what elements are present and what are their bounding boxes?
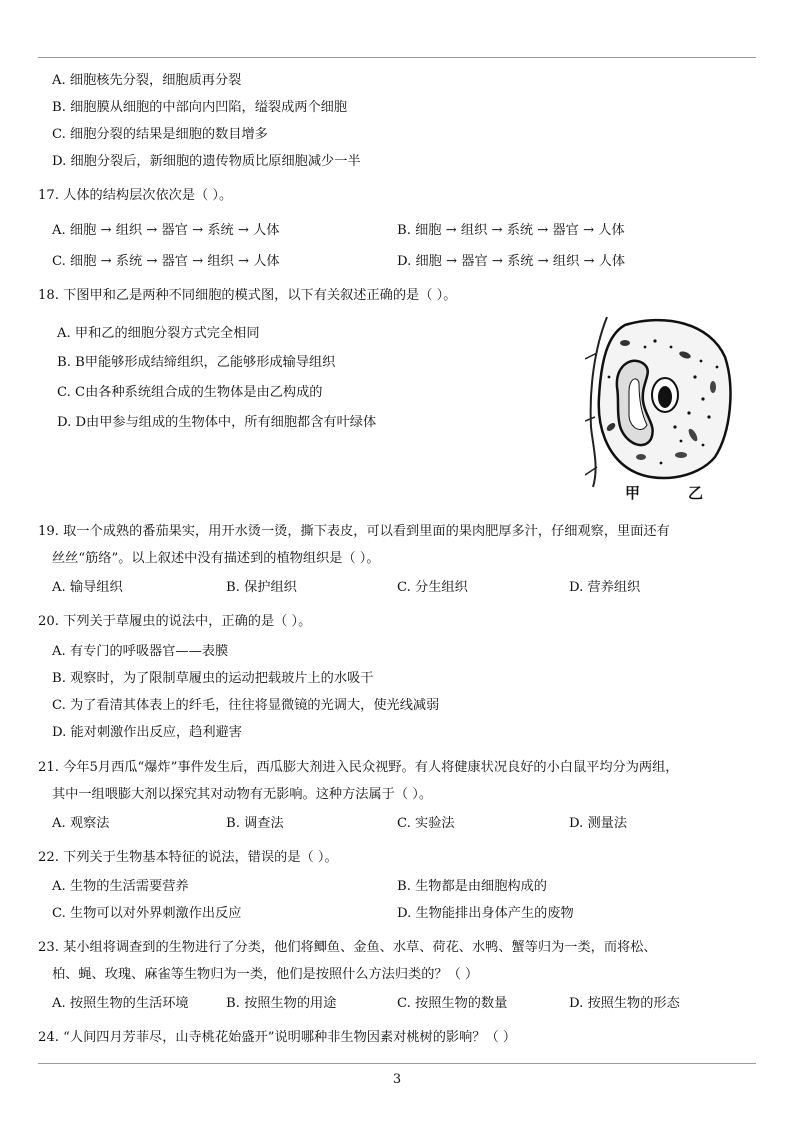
q21-option-b: B. 调查法 [226, 816, 284, 831]
q17-option-a: A. 细胞 → 组织 → 器官 → 系统 → 人体 [52, 223, 280, 238]
top-rule [38, 57, 756, 58]
q20-stem: 20. 下列关于草履虫的说法中，正确的是（ ）。 [38, 614, 312, 629]
q16-option-d: D. 细胞分裂后，新细胞的遗传物质比原细胞减少一半 [52, 154, 361, 169]
q23-stem-line2: 柏、蝇、玫瑰、麻雀等生物归为一类，他们是按照什么方法归类的？（ ） [52, 967, 479, 982]
q22-option-a: A. 生物的生活需要营养 [52, 879, 189, 894]
q22-option-b: B. 生物都是由细胞构成的 [397, 879, 547, 894]
q19-stem-line1: 19. 取一个成熟的番茄果实，用开水烫一烫，撕下表皮，可以看到里面的果肉肥厚多汁，仔细观察，里面还有 [38, 524, 670, 539]
q19-option-c: C. 分生组织 [397, 580, 468, 595]
figure-label-jia: 甲 [625, 484, 641, 502]
q20-option-c: C. 为了看清其体表上的纤毛，往往将显微镜的光调大，使光线减弱 [52, 698, 440, 713]
q21-stem-line1: 21. 今年5月西瓜“爆炸”事件发生后，西瓜膨大剂进入民众视野。有人将健康状况良好的小白鼠平均分为两组， [38, 760, 679, 775]
q21-option-a: A. 观察法 [52, 816, 110, 831]
q16-option-c: C. 细胞分裂的结果是细胞的数目增多 [52, 127, 268, 142]
figure-label-yi: 乙 [688, 484, 704, 502]
q21-stem-line2: 其中一组喂膨大剂以探究其对动物有无影响。这种方法属于（ ）。 [52, 787, 433, 802]
q17-option-d: D. 细胞 → 器官 → 系统 → 组织 → 人体 [397, 254, 626, 269]
q18-option-a: A. 甲和乙的细胞分裂方式完全相同 [57, 326, 260, 341]
q21-option-c: C. 实验法 [397, 816, 455, 831]
q20-option-d: D. 能对刺激作出反应，趋利避害 [52, 725, 242, 740]
q23-option-c: C. 按照生物的数量 [397, 996, 508, 1011]
q17-option-c: C. 细胞 → 系统 → 器官 → 组织 → 人体 [52, 254, 280, 269]
q20-option-b: B. 观察时，为了限制草履虫的运动把载玻片上的水吸干 [52, 671, 374, 686]
q17-stem: 17. 人体的结构层次依次是（ ）。 [38, 188, 233, 203]
cell-illustration [585, 317, 735, 502]
q19-option-b: B. 保护组织 [226, 580, 297, 595]
q17-option-b: B. 细胞 → 组织 → 系统 → 器官 → 人体 [397, 223, 625, 238]
q24-stem: 24. “人间四月芳菲尽，山寺桃花始盛开”说明哪种非生物因素对桃树的影响？（ ） [38, 1030, 517, 1045]
bottom-rule [38, 1063, 756, 1064]
q23-stem-line1: 23. 某小组将调查到的生物进行了分类，他们将鲫鱼、金鱼、水草、荷花、水鸭、蟹等归为一类，而将松、 [38, 940, 657, 955]
q18-stem: 18. 下图甲和乙是两种不同细胞的模式图，以下有关叙述正确的是（ ）。 [38, 288, 457, 303]
q18-option-c: C. C由各种系统组合成的生物体是由乙构成的 [57, 385, 323, 400]
page-number: 3 [392, 1072, 402, 1087]
q21-option-d: D. 测量法 [569, 816, 628, 831]
q22-stem: 22. 下列关于生物基本特征的说法，错误的是（ ）。 [38, 850, 338, 865]
q16-option-b: B. 细胞膜从细胞的中部向内凹陷，缢裂成两个细胞 [52, 100, 348, 115]
q22-option-c: C. 生物可以对外界刺激作出反应 [52, 906, 242, 921]
q16-option-a: A. 细胞核先分裂，细胞质再分裂 [52, 73, 242, 88]
q18-option-b: B. B甲能够形成结缔组织，乙能够形成输导组织 [57, 355, 336, 370]
q19-stem-line2: 丝丝“筋络”。以上叙述中没有描述到的植物组织是（ ）。 [52, 551, 380, 566]
q20-option-a: A. 有专门的呼吸器官——表膜 [52, 644, 229, 659]
q23-option-d: D. 按照生物的形态 [569, 996, 680, 1011]
cell-diagram [585, 317, 735, 502]
q19-option-d: D. 营养组织 [569, 580, 641, 595]
q23-option-a: A. 按照生物的生活环境 [52, 996, 189, 1011]
q23-option-b: B. 按照生物的用途 [226, 996, 337, 1011]
q18-option-d: D. D由甲参与组成的生物体中，所有细胞都含有叶绿体 [57, 415, 377, 430]
q19-option-a: A. 输导组织 [52, 580, 123, 595]
q22-option-d: D. 生物能排出身体产生的废物 [397, 906, 574, 921]
